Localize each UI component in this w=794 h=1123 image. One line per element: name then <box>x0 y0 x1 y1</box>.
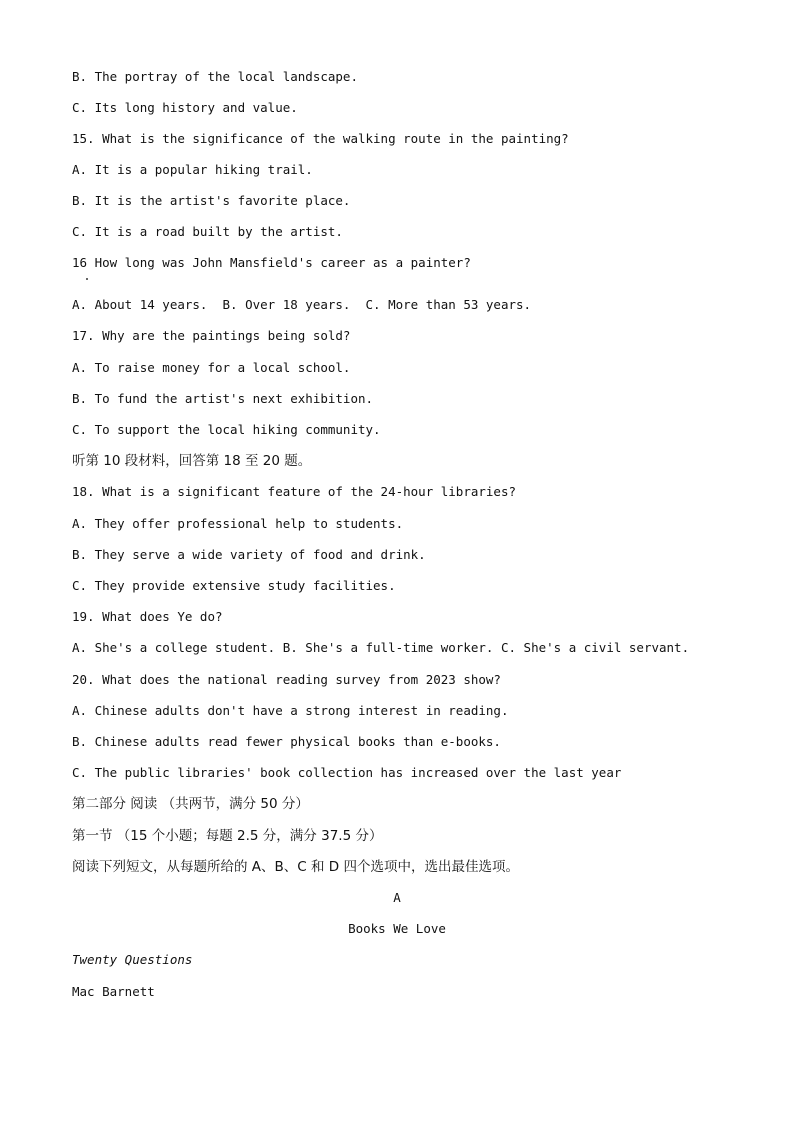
option-18c: C. They provide extensive study facilities. <box>72 578 396 593</box>
question-18: 18. What is a significant feature of the 24-hour libraries? <box>72 484 517 499</box>
options-16: A. About 14 years. B. Over 18 years. C. More than 53 years. <box>72 297 532 312</box>
option-17b: B. To fund the artist's next exhibition. <box>72 391 374 406</box>
stray-mark <box>86 278 88 280</box>
section-instruction-10: 听第 10 段材料，回答第 18 至 20 题。 <box>72 453 312 469</box>
option-18b: B. They serve a wide variety of food and drink. <box>72 547 426 562</box>
option-20b: B. Chinese adults read fewer physical books than e-books. <box>72 734 501 749</box>
option-15c: C. It is a road built by the artist. <box>72 224 343 239</box>
part-two-heading: 第二部分 阅读 （共两节，满分 50 分） <box>72 796 309 812</box>
passage-label: A <box>393 890 401 905</box>
book-title: Twenty Questions <box>72 952 193 967</box>
section-one-heading: 第一节 （15 个小题；每题 2.5 分，满分 37.5 分） <box>72 828 383 844</box>
question-19: 19. What does Ye do? <box>72 609 223 624</box>
option-17c: C. To support the local hiking community. <box>72 422 381 437</box>
option-20a: A. Chinese adults don't have a strong interest in reading. <box>72 703 509 718</box>
option-18a: A. They offer professional help to students. <box>72 516 404 531</box>
option-15a: A. It is a popular hiking trail. <box>72 162 313 177</box>
option-14b: B. The portray of the local landscape. <box>72 69 358 84</box>
option-14c: C. Its long history and value. <box>72 100 298 115</box>
reading-instruction: 阅读下列短文，从每题所给的 A、B、C 和 D 四个选项中，选出最佳选项。 <box>72 859 519 875</box>
options-19: A. She's a college student. B. She's a full-time worker. C. She's a civil servant. <box>72 640 690 655</box>
question-16: 16 How long was John Mansfield's career as a painter? <box>72 255 471 270</box>
passage-title: Books We Love <box>348 921 446 936</box>
question-20: 20. What does the national reading survey from 2023 show? <box>72 672 501 687</box>
option-15b: B. It is the artist's favorite place. <box>72 193 351 208</box>
option-17a: A. To raise money for a local school. <box>72 360 351 375</box>
book-author: Mac Barnett <box>72 984 155 999</box>
option-20c: C. The public libraries' book collection has increased over the last year <box>72 765 622 780</box>
question-17: 17. Why are the paintings being sold? <box>72 328 351 343</box>
question-15: 15. What is the significance of the walking route in the painting? <box>72 131 569 146</box>
